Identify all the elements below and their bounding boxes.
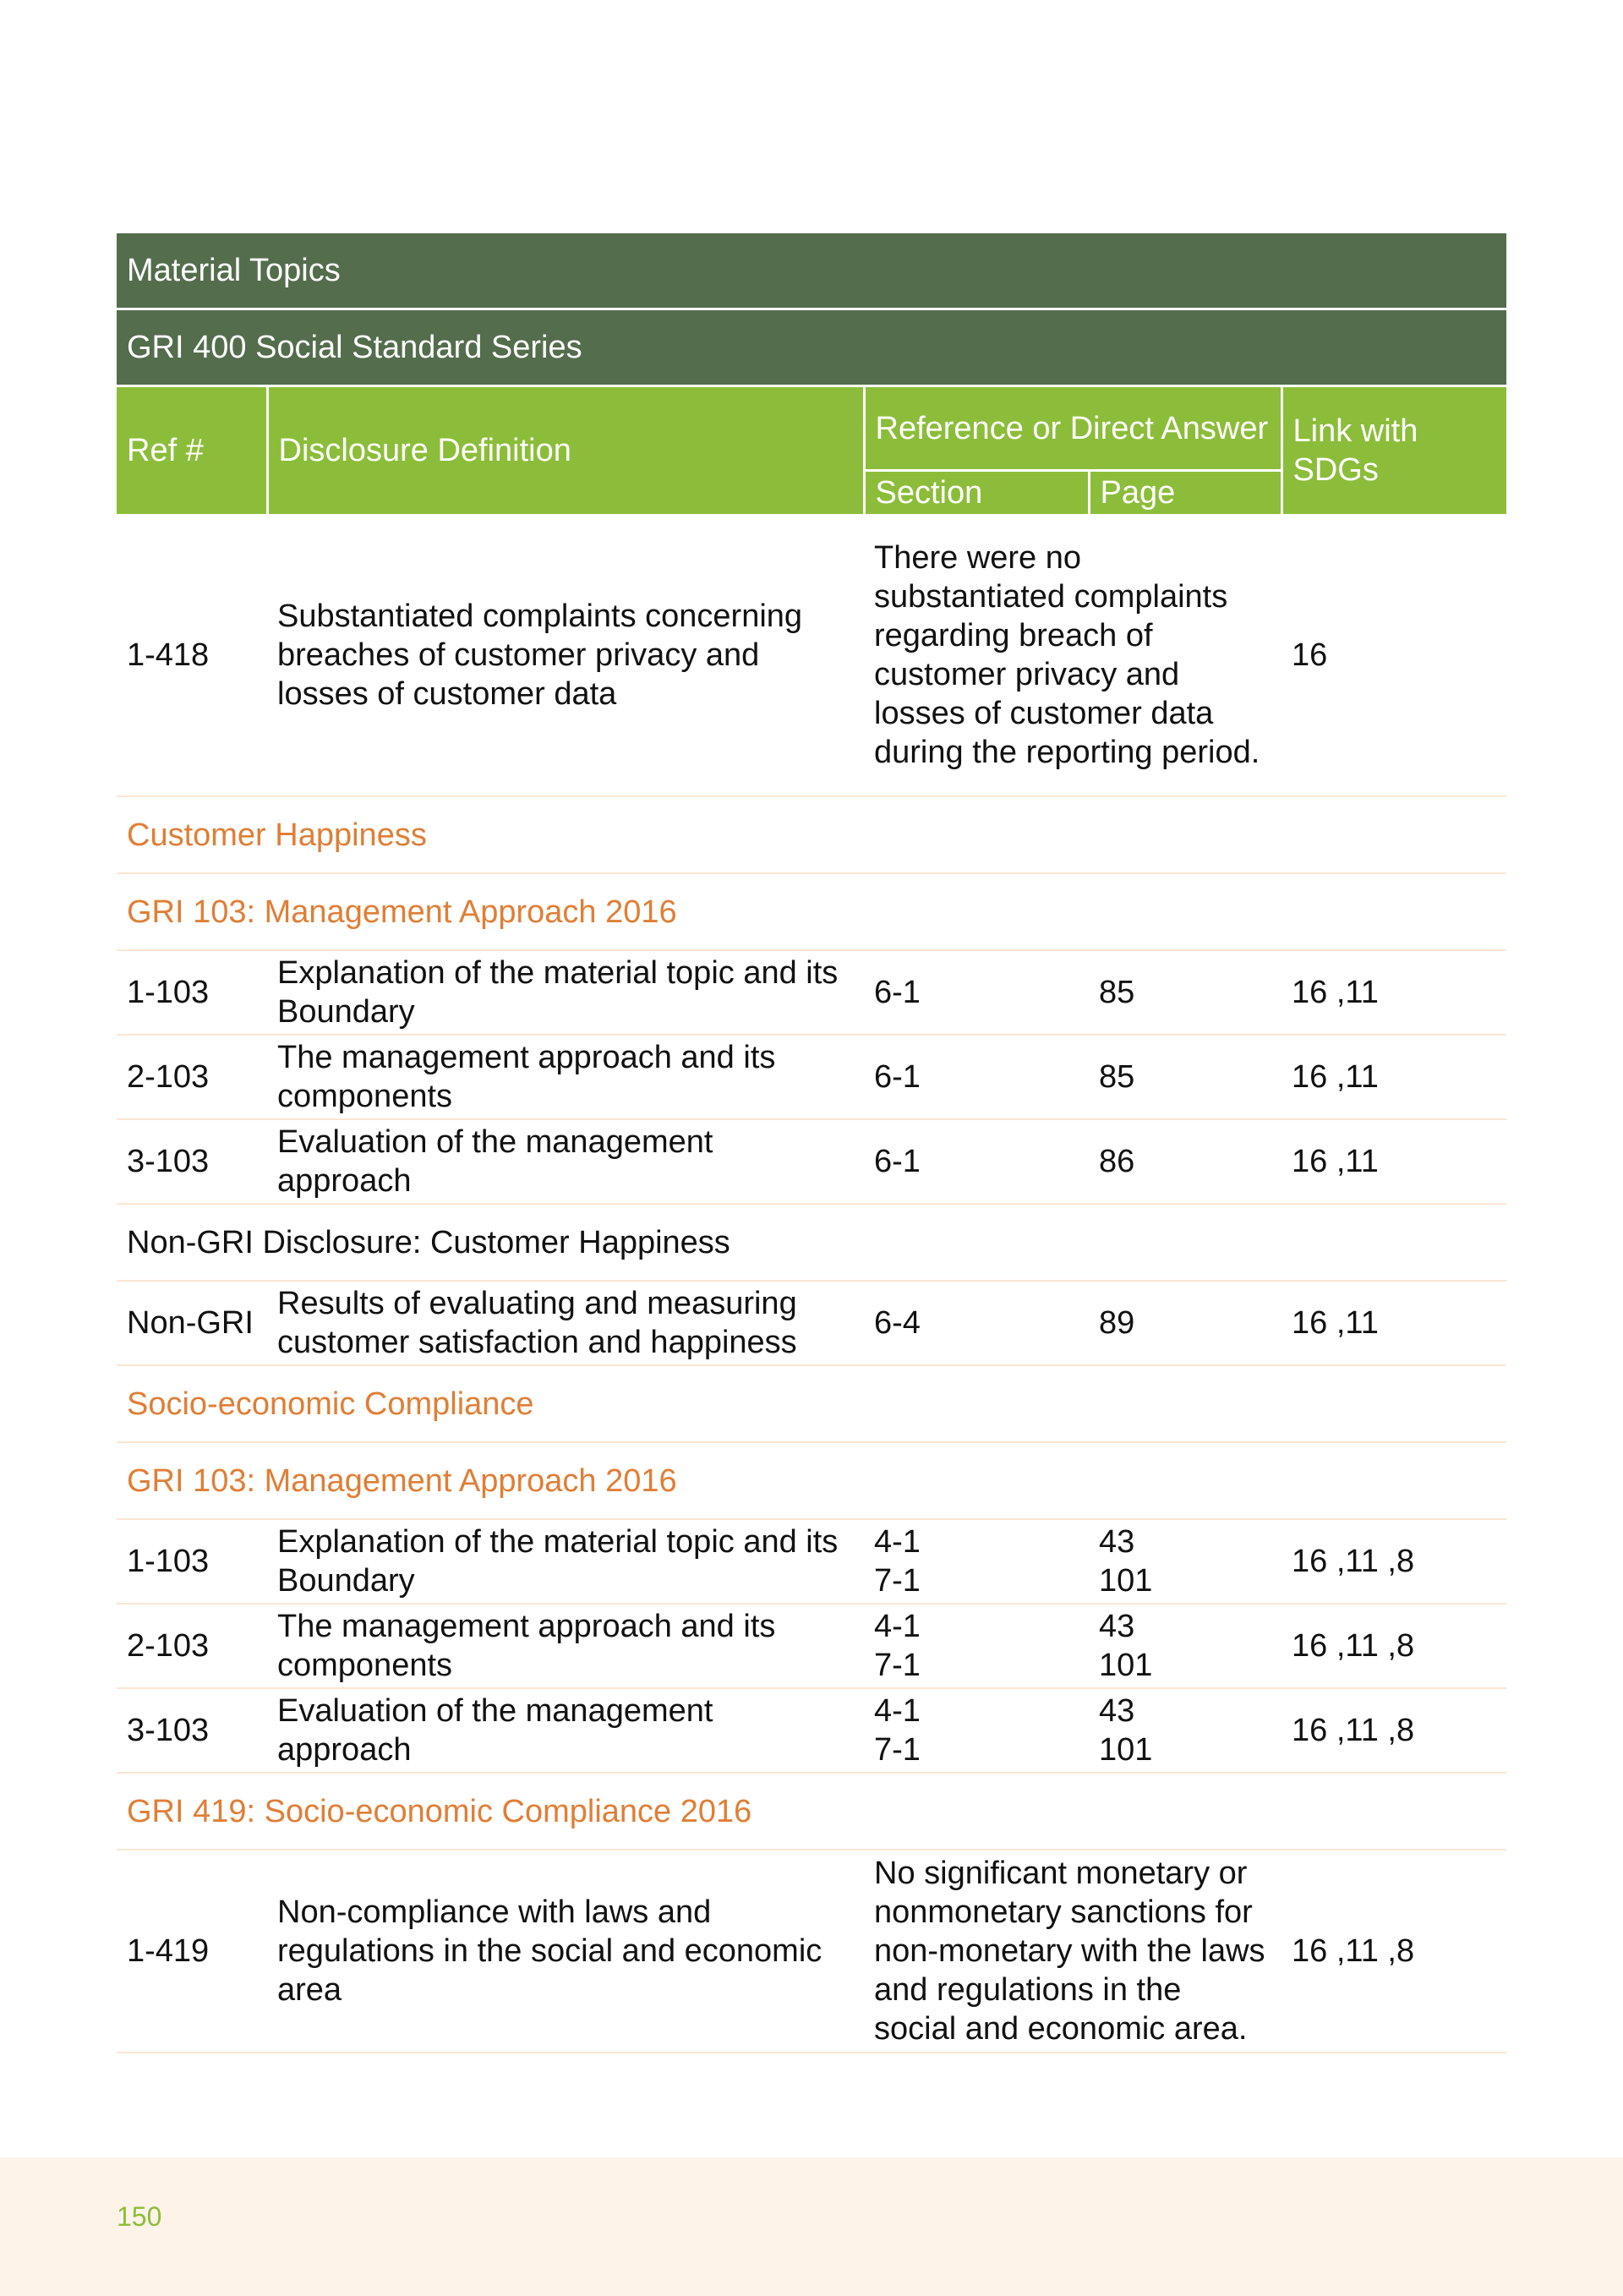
table-row (117, 1519, 1506, 1604)
row-disclosure: Explanation of the material topic and its Boundary (267, 950, 864, 1035)
section-heading: GRI 103: Management Approach 2016 (117, 1442, 1506, 1519)
section-heading: Non-GRI Disclosure: Customer Happiness (117, 1204, 1506, 1281)
page-footer (0, 2157, 1623, 2296)
table-row (117, 1850, 1506, 2053)
row-ref: 2-103 (117, 1604, 267, 1688)
row-sdgs: 16 (1281, 514, 1506, 796)
page-line: 101 (1099, 1648, 1153, 1683)
row-disclosure: Substantiated complaints concerning breaches of customer privacy and losses of customer data (267, 514, 864, 796)
row-ref: 1-418 (117, 514, 267, 796)
row-disclosure: Results of evaluating and measuring customer satisfaction and happiness (267, 1281, 864, 1365)
row-section: 6-4 (864, 1281, 1089, 1365)
section-line: 4-1 (874, 1609, 921, 1644)
row-sdgs: 16 ,11 (1281, 1119, 1506, 1204)
row-sdgs: 16 ,11 ,8 (1281, 1604, 1506, 1688)
page-line: 43 (1099, 1693, 1135, 1729)
header-sdgs: Link with SDGs (1281, 386, 1506, 515)
row-ref: 3-103 (117, 1688, 267, 1773)
row-answer: No significant monetary or nonmonetary sanctions for non-monetary with the laws and regulations in the social and economic area. (864, 1850, 1281, 2053)
row-sdgs: 16 ,11 (1281, 1281, 1506, 1365)
table-title: Material Topics (117, 233, 1506, 309)
header-reference: Reference or Direct Answer (864, 386, 1281, 471)
section-line: 4-1 (874, 1524, 921, 1560)
row-section (864, 1688, 1089, 1773)
row-disclosure: Non-compliance with laws and regulations in the social and economic area (267, 1850, 864, 2053)
section-line: 7-1 (874, 1563, 921, 1599)
row-page: 85 (1089, 1035, 1281, 1119)
row-sdgs: 16 ,11 (1281, 950, 1506, 1035)
row-ref: 1-103 (117, 950, 267, 1035)
row-page (1089, 1604, 1281, 1688)
row-section: 6-1 (864, 1119, 1089, 1204)
row-section (864, 1519, 1089, 1604)
section-heading: Socio-economic Compliance (117, 1365, 1506, 1442)
row-disclosure: The management approach and its components (267, 1035, 864, 1119)
row-sdgs: 16 ,11 ,8 (1281, 1850, 1506, 2053)
table-row (117, 514, 1506, 796)
section-line: 4-1 (874, 1693, 921, 1729)
row-disclosure: The management approach and its components (267, 1604, 864, 1688)
row-page: 85 (1089, 950, 1281, 1035)
page-number: 150 (117, 2201, 162, 2232)
page-line: 43 (1099, 1524, 1135, 1560)
table-row (117, 1035, 1506, 1119)
page-line: 43 (1099, 1609, 1135, 1644)
row-ref: 3-103 (117, 1119, 267, 1204)
row-disclosure: Evaluation of the management approach (267, 1688, 864, 1773)
table-row (117, 1688, 1506, 1773)
row-ref: 1-419 (117, 1850, 267, 2053)
row-disclosure: Evaluation of the management approach (267, 1119, 864, 1204)
row-section: 6-1 (864, 950, 1089, 1035)
row-sdgs: 16 ,11 ,8 (1281, 1519, 1506, 1604)
section-line: 7-1 (874, 1648, 921, 1683)
row-page: 89 (1089, 1281, 1281, 1365)
header-ref: Ref # (117, 386, 267, 515)
row-page (1089, 1688, 1281, 1773)
row-ref: 2-103 (117, 1035, 267, 1119)
page-line: 101 (1099, 1732, 1153, 1768)
row-sdgs: 16 ,11 (1281, 1035, 1506, 1119)
row-section: 6-1 (864, 1035, 1089, 1119)
row-section (864, 1604, 1089, 1688)
row-page (1089, 1519, 1281, 1604)
table-row (117, 1604, 1506, 1688)
header-section: Section (864, 471, 1089, 515)
header-page: Page (1089, 471, 1281, 515)
table-row (117, 1119, 1506, 1204)
section-heading: Customer Happiness (117, 796, 1506, 873)
row-sdgs: 16 ,11 ,8 (1281, 1688, 1506, 1773)
header-disclosure: Disclosure Definition (267, 386, 864, 515)
table-row (117, 950, 1506, 1035)
table-row (117, 1281, 1506, 1365)
page-line: 101 (1099, 1563, 1153, 1599)
row-disclosure: Explanation of the material topic and its Boundary (267, 1519, 864, 1604)
section-heading: GRI 103: Management Approach 2016 (117, 873, 1506, 950)
row-ref: Non-GRI (117, 1281, 267, 1365)
row-ref: 1-103 (117, 1519, 267, 1604)
row-answer: There were no substantiated complaints regarding breach of customer privacy and losses of customer data during the reporting period. (864, 514, 1281, 796)
gri-index-table (117, 233, 1506, 2053)
table-series: GRI 400 Social Standard Series (117, 309, 1506, 386)
section-line: 7-1 (874, 1732, 921, 1768)
row-page: 86 (1089, 1119, 1281, 1204)
section-heading: GRI 419: Socio-economic Compliance 2016 (117, 1773, 1506, 1850)
